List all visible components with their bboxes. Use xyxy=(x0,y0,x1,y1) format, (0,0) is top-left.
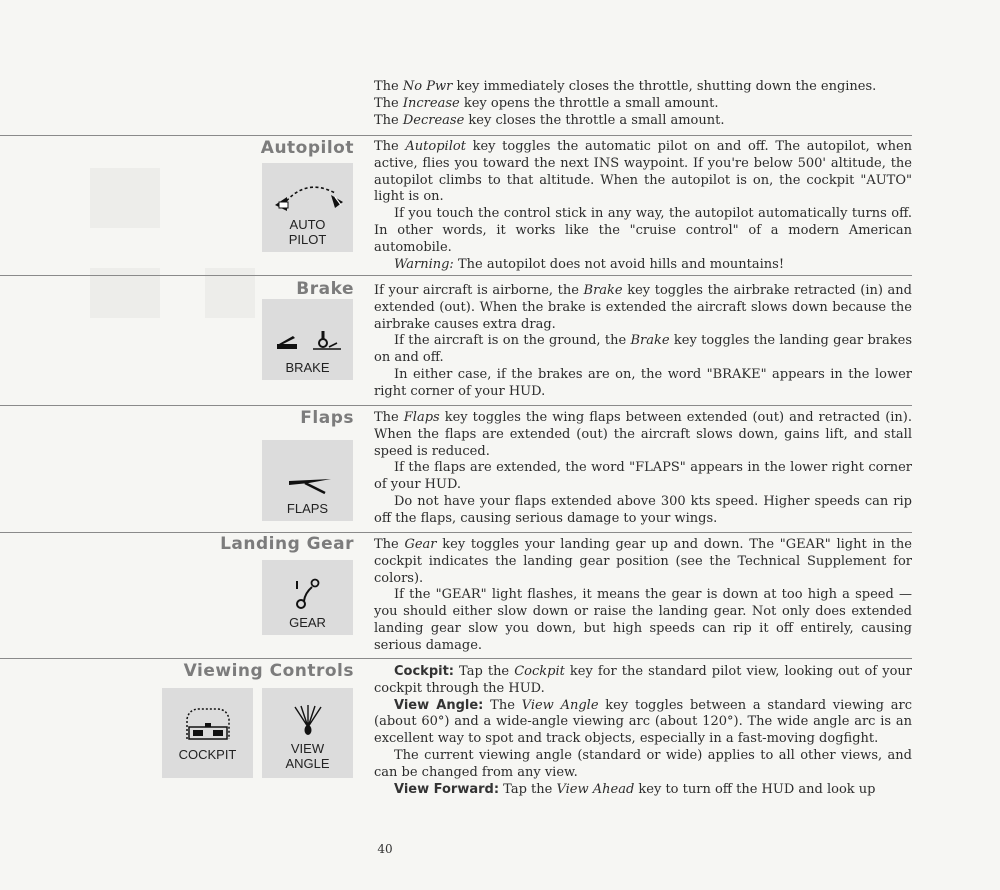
cockpit-paragraph: Cockpit: Tap the Cockpit key for the standard pilot view, looking out of your cockpit through the HUD. xyxy=(374,664,913,696)
section-divider xyxy=(0,135,912,136)
autopilot-icon xyxy=(265,175,351,215)
view-angle-key-label-2: ANGLE xyxy=(285,756,330,771)
gear-text xyxy=(374,537,912,655)
autopilot-key-icon xyxy=(262,163,353,252)
viewing-text xyxy=(374,664,912,798)
brake-key-icon xyxy=(262,299,353,380)
flaps-key-icon xyxy=(262,440,353,521)
flaps-text xyxy=(374,410,912,528)
view-angle-icon xyxy=(265,699,351,739)
flaps-paragraph: The Flaps key toggles the wing flaps between extended (out) and retracted (in). When the flaps are extended (out) the aircraft slows down, gains lift, and stall speed is reduced. xyxy=(374,410,912,459)
cockpit-icon xyxy=(165,705,251,745)
landing-gear-icon xyxy=(265,573,351,613)
flaps-key-label: FLAPS xyxy=(286,501,329,516)
cockpit-key-icon xyxy=(162,688,253,778)
gear-paragraph: If the "GEAR" light flashes, it means the gear is down at too high a speed — you should either slow down or raise the landing gear. Not only does extended landing gear slow you down, but high speeds can rip it off entirely, causing serious damage. xyxy=(374,587,912,653)
brake-paragraph: If the aircraft is on the ground, the Brake key toggles the landing gear brakes on and off. xyxy=(374,333,912,366)
viewing-heading: Viewing Controls xyxy=(183,661,354,681)
view-forward-paragraph: View Forward: Tap the View Ahead key to turn off the HUD and look up xyxy=(394,781,876,797)
autopilot-text xyxy=(374,139,912,273)
autopilot-paragraph: The Autopilot key toggles the automatic pilot on and off. The autopilot, when active, flies you toward the next INS waypoint. If you're below 500' altitude, the autopilot climbs to that altitude. When the autopilot is on, the cockpit "AUTO" light is on. xyxy=(374,139,913,205)
intro-line: The Increase key opens the throttle a small amount. xyxy=(374,95,719,111)
cockpit-key-label: COCKPIT xyxy=(178,747,237,762)
gear-paragraph: The Gear key toggles your landing gear up and down. The "GEAR" light in the cockpit indicates the landing gear position (see the Technical Supplement for colors). xyxy=(374,537,912,586)
autopilot-key-label-2: PILOT xyxy=(288,232,327,247)
brake-paragraph: If your aircraft is airborne, the Brake key toggles the airbrake retracted (in) and extended (out). When the brake is extended the aircraft slows down because the airbrake causes extra drag. xyxy=(374,283,912,332)
view-angle-paragraph: The current viewing angle (standard or wide) applies to all other views, and can be changed from any view. xyxy=(374,747,912,780)
page-number: 40 xyxy=(377,842,393,856)
intro-line: The Decrease key closes the throttle a small amount. xyxy=(374,112,725,128)
section-divider xyxy=(0,532,912,533)
section-divider xyxy=(0,658,912,659)
view-angle-key-icon xyxy=(262,688,353,778)
flaps-paragraph: If the flaps are extended, the word "FLAPS" appears in the lower right corner of your HUD. xyxy=(374,460,912,493)
brake-paragraph: In either case, if the brakes are on, the word "BRAKE" appears in the lower right corner of your HUD. xyxy=(374,366,912,399)
flaps-heading: Flaps xyxy=(300,408,354,428)
intro-text xyxy=(374,79,912,129)
autopilot-heading: Autopilot xyxy=(260,138,354,158)
autopilot-paragraph: If you touch the control stick in any way, the autopilot automatically turns off. In other words, it works like the "cruise control" of a modern American automobile. xyxy=(374,206,912,255)
brake-heading: Brake xyxy=(296,279,354,299)
brake-text xyxy=(374,283,912,401)
airbrake-icon xyxy=(265,326,351,358)
section-divider xyxy=(0,275,912,276)
intro-line: The No Pwr key immediately closes the throttle, shutting down the engines. xyxy=(374,79,877,94)
flaps-icon xyxy=(265,469,351,499)
gear-key-icon xyxy=(262,560,353,635)
flaps-paragraph: Do not have your flaps extended above 300 kts speed. Higher speeds can rip off the flaps, causing serious damage to your wings. xyxy=(374,493,912,526)
view-angle-key-label-1: VIEW xyxy=(290,741,325,756)
autopilot-warning: Warning: The autopilot does not avoid hills and mountains! xyxy=(394,256,785,272)
autopilot-key-label-1: AUTO xyxy=(289,217,326,232)
gear-key-label: GEAR xyxy=(289,615,326,630)
section-divider xyxy=(0,405,912,406)
brake-key-label: BRAKE xyxy=(285,360,330,375)
gear-heading: Landing Gear xyxy=(220,534,354,554)
bleed-through-shape xyxy=(90,168,160,228)
view-angle-paragraph: View Angle: The View Angle key toggles between a standard viewing arc (about 60°) and a wide-angle viewing arc (about 120°). The wide angle arc is an excellent way to spot and track objects, especially in a fast-moving dogfight. xyxy=(374,697,912,747)
